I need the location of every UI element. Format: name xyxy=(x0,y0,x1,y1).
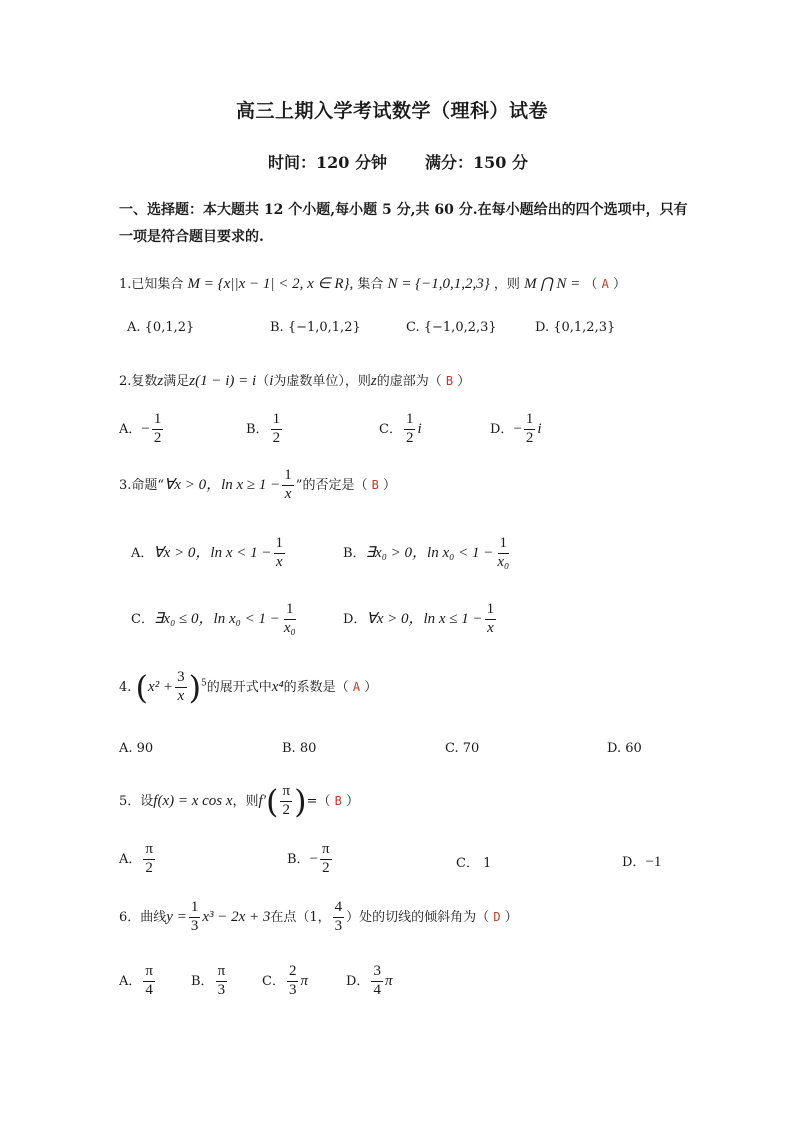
q2-d-tail: i xyxy=(537,420,542,437)
q4-answer: A xyxy=(352,679,361,694)
q3-a-label: A． xyxy=(131,545,154,561)
q4-paren-left: ( xyxy=(135,668,149,707)
q3-suffix: ”的否定是（ xyxy=(295,477,368,493)
q4-den: x xyxy=(177,687,185,704)
exam-score: 满分：150 分 xyxy=(425,153,528,172)
q1-paren-open: （ xyxy=(584,277,598,292)
q3-b-label: B． xyxy=(343,545,366,561)
q6-d-fraction xyxy=(371,964,383,999)
page-title: 高三上期入学考试数学（理科）试卷 xyxy=(236,100,549,122)
q2-c-num: 1 xyxy=(404,412,416,430)
q4-paren-right: ) xyxy=(188,668,202,707)
q1-set-m: M = {x||x − 1| < 2, x ∈ R}, xyxy=(187,276,354,292)
q6-c-num: 2 xyxy=(287,964,299,982)
q6-answer: D xyxy=(493,909,501,924)
q6-a-den: 4 xyxy=(145,981,153,998)
q1-intersection: M ⋂ N = xyxy=(524,276,581,292)
q6-b-num: π xyxy=(216,964,228,982)
q3-b-den: x₀ xyxy=(497,553,510,570)
q3-d-fraction xyxy=(485,602,497,637)
q2-text3: 为虚数单位），则 xyxy=(273,374,371,389)
q1-option-b: B. {−1,0,1,2} xyxy=(270,320,361,335)
q2-option-d xyxy=(490,412,542,447)
q4-label: 4. xyxy=(119,679,132,695)
q3-answer: B xyxy=(371,477,379,492)
q2-c-den: 2 xyxy=(405,429,414,446)
q4-suffix: 的系数是（ xyxy=(283,679,349,695)
q5-b-den: 2 xyxy=(322,859,330,876)
q2-answer: B xyxy=(445,374,454,388)
q2-equation: z(1 − i) = i xyxy=(189,373,257,389)
q5-fraction xyxy=(280,784,292,819)
q6-d-tail: π xyxy=(384,972,393,989)
q2-close: ） xyxy=(457,374,471,389)
q2-option-c xyxy=(379,412,422,447)
q4-term: x⁴ xyxy=(271,678,284,695)
q3-option-c xyxy=(131,602,300,637)
q6-suffix: ）处的切线的倾斜角为（ xyxy=(346,909,490,925)
q4-exponent: 5 xyxy=(201,678,207,689)
q3-b-num: 1 xyxy=(498,536,510,554)
q5-option-c: C． 1 xyxy=(456,856,492,871)
q4-fraction xyxy=(175,670,187,705)
q2-z2: z xyxy=(370,373,377,389)
q2-text1: 满足 xyxy=(163,374,190,389)
q2-b-den: 2 xyxy=(272,429,281,446)
q3-close: ） xyxy=(382,477,396,493)
q6-b-label: B． xyxy=(191,973,214,989)
q2-text4: 的虚部为（ xyxy=(376,374,442,389)
q4-base: x² + xyxy=(148,678,174,695)
q1-option-d: D. {0,1,2,3} xyxy=(535,320,616,335)
q5-option-d xyxy=(622,851,661,871)
q5-prefix: 5．设 xyxy=(119,793,154,809)
q5-close: ） xyxy=(345,793,359,809)
q5-eq: =（ xyxy=(306,793,331,809)
q2-c-label: C． xyxy=(379,421,402,437)
q2-b-fraction xyxy=(271,412,283,447)
question-3 xyxy=(119,468,396,503)
q3-fraction xyxy=(282,468,294,503)
section-heading-line1: 一、选择题：本大题共 12 个小题,每小题 5 分,共 60 分.在每小题给出的四个选项中，只有 xyxy=(119,202,688,218)
q5-paren-left: ( xyxy=(266,782,279,821)
q4-mid: 的展开式中 xyxy=(206,679,272,695)
q3-d-label: D． xyxy=(343,611,367,627)
q2-text2: （ xyxy=(256,374,270,389)
q1-option-c: C. {−1,0,2,3} xyxy=(406,320,497,335)
q6-option-b xyxy=(191,964,229,999)
q5-b-sign: − xyxy=(309,850,319,867)
q1-paren-close: ） xyxy=(612,277,626,292)
q4-option-c: C. 70 xyxy=(445,741,480,756)
q5-d-label: D． xyxy=(622,855,646,870)
q2-b-num: 1 xyxy=(271,412,283,430)
q6-num: 1 xyxy=(189,900,201,918)
q3-c-expr: ∃x₀ ≤ 0，ln x₀ < 1 − xyxy=(153,610,280,627)
q5-b-num: π xyxy=(320,842,332,860)
q2-option-a xyxy=(119,412,165,447)
q3-d-expr: ∀x > 0，ln x ≤ 1 − xyxy=(366,610,483,627)
q6-fraction xyxy=(189,900,201,935)
exam-time: 时间：120 分钟 xyxy=(268,153,387,172)
question-6 xyxy=(119,900,518,935)
q2-prefix: 2.复数 xyxy=(119,374,158,389)
q3-c-label: C． xyxy=(131,611,154,627)
question-4 xyxy=(119,670,377,705)
q3-option-d xyxy=(343,602,498,637)
q6-a-fraction xyxy=(143,964,155,999)
q2-b-label: B． xyxy=(246,421,269,437)
q1-prefix: 1.已知集合 xyxy=(119,277,184,292)
q6-mid: 在点（1， xyxy=(270,909,331,925)
q2-a-den: 2 xyxy=(153,429,162,446)
q1-set-n: N = {−1,0,1,2,3} xyxy=(387,276,490,292)
q5-b-fraction xyxy=(320,842,332,877)
q5-a-fraction xyxy=(143,842,155,877)
q5-d-value: −1 xyxy=(645,854,662,870)
q6-c-tail: π xyxy=(300,972,308,989)
q6-option-c xyxy=(262,964,308,999)
q5-derivative: f′ xyxy=(258,792,266,809)
q4-num: 3 xyxy=(175,670,187,688)
q2-option-b xyxy=(246,412,284,447)
q2-d-sign: − xyxy=(513,420,522,437)
q2-d-den: 2 xyxy=(525,429,534,446)
q3-a-den: x xyxy=(275,553,283,570)
q3-a-expr: ∀x > 0，ln x < 1 − xyxy=(153,544,272,561)
q6-c-den: 3 xyxy=(288,981,297,998)
q3-c-den: x₀ xyxy=(283,619,296,636)
q6-den: 3 xyxy=(190,917,199,934)
q4-option-a: A. 90 xyxy=(119,741,154,756)
q3-c-num: 1 xyxy=(284,602,296,620)
q6-point-fraction xyxy=(333,900,345,935)
q3-d-num: 1 xyxy=(485,602,497,620)
q2-a-sign: − xyxy=(141,420,150,437)
q6-a-label: A． xyxy=(119,973,142,989)
q2-a-label: A． xyxy=(119,421,142,437)
q3-a-fraction xyxy=(274,536,286,571)
q3-num: 1 xyxy=(282,468,294,486)
q4-option-d: D. 60 xyxy=(607,741,642,756)
q4-close: ） xyxy=(364,679,378,695)
q6-prefix: 6．曲线 xyxy=(119,909,167,925)
q6-option-d xyxy=(346,964,392,999)
q5-b-label: B． xyxy=(287,851,310,867)
q3-a-num: 1 xyxy=(274,536,286,554)
q6-a-num: π xyxy=(143,964,155,982)
q2-i: i xyxy=(269,373,274,389)
q1-answer: A xyxy=(601,277,609,291)
q3-b-fraction xyxy=(495,536,511,571)
q6-d-den: 4 xyxy=(373,981,381,998)
q6-y: y = xyxy=(166,908,187,925)
q6-b-den: 3 xyxy=(217,981,226,998)
question-2 xyxy=(119,370,470,390)
question-5 xyxy=(119,784,359,819)
q3-option-b xyxy=(343,536,513,571)
q3-prefix: 3.命题“ xyxy=(119,477,165,493)
q4-option-b: B. 80 xyxy=(282,741,317,756)
q5-num: π xyxy=(280,784,292,802)
q3-den: x xyxy=(284,485,292,502)
q3-d-den: x xyxy=(487,619,494,636)
q6-rest: x³ − 2x + 3 xyxy=(202,908,271,925)
question-1 xyxy=(119,273,626,293)
q6-b-fraction xyxy=(216,964,228,999)
q6-d-label: D． xyxy=(346,973,370,989)
q5-function: f(x) = x cos x xyxy=(153,792,233,809)
q5-mid: ，则 xyxy=(232,793,259,809)
q6-d-num: 3 xyxy=(371,964,383,982)
q5-option-b xyxy=(287,842,334,877)
q3-b-expr: ∃x₀ > 0，ln x₀ < 1 − xyxy=(365,544,494,561)
q2-a-num: 1 xyxy=(152,412,164,430)
q3-c-fraction xyxy=(282,602,298,637)
q6-option-a xyxy=(119,964,157,999)
q2-d-label: D． xyxy=(490,421,514,437)
q5-option-a xyxy=(119,842,157,877)
q5-a-num: π xyxy=(143,842,155,860)
q6-point-den: 3 xyxy=(334,917,343,934)
q2-z: z xyxy=(157,373,164,389)
q5-a-label: A． xyxy=(119,851,142,867)
q3-option-a xyxy=(131,536,287,571)
q2-c-tail: i xyxy=(417,420,422,437)
q1-suffix: ，则 xyxy=(493,277,520,292)
q1-option-a: A. {0,1,2} xyxy=(127,320,195,335)
q2-d-num: 1 xyxy=(524,412,536,430)
q2-c-fraction xyxy=(404,412,416,447)
q6-c-fraction xyxy=(287,964,299,999)
q1-mid: 集合 xyxy=(357,277,384,292)
q2-d-fraction xyxy=(524,412,536,447)
q3-statement: ∀x > 0，ln x ≥ 1 − xyxy=(164,476,281,493)
q5-den: 2 xyxy=(282,801,291,818)
section-heading-line2: 一项是符合题目要求的. xyxy=(119,229,264,245)
q5-answer: B xyxy=(334,793,342,808)
q2-a-fraction xyxy=(152,412,164,447)
q6-close: ） xyxy=(504,909,518,925)
q5-paren-right: ) xyxy=(294,782,307,821)
q6-c-label: C． xyxy=(262,973,285,989)
q5-a-den: 2 xyxy=(145,859,153,876)
q6-point-num: 4 xyxy=(333,900,345,918)
